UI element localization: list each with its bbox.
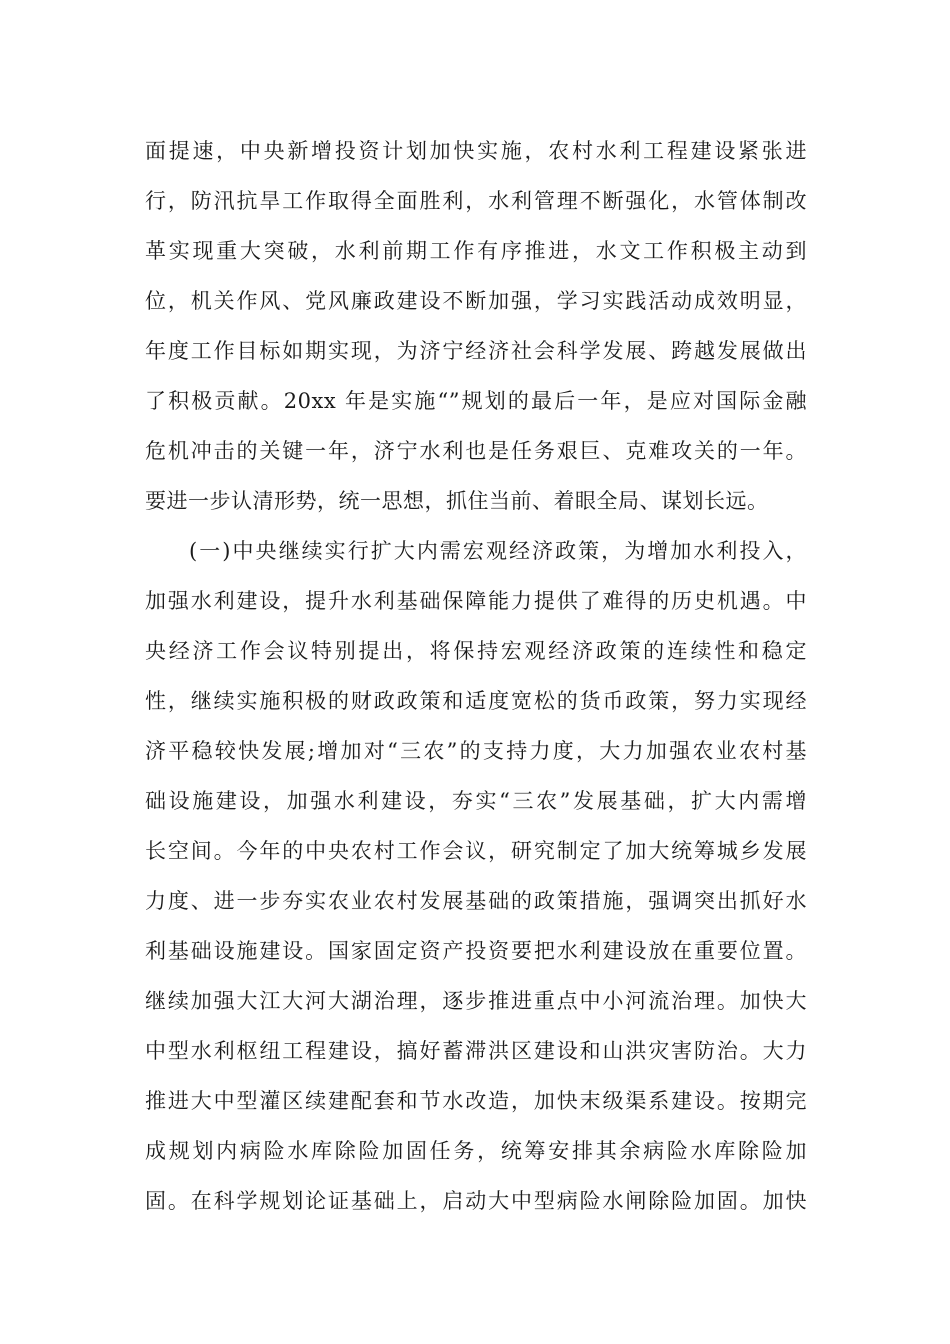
text-line: 加强水利建设，提升水利基础保障能力提供了难得的历史机遇。中 bbox=[145, 589, 807, 613]
text-line: 成规划内病险水库除险加固任务，统筹安排其余病险水库除险加 bbox=[145, 1139, 807, 1163]
paragraph-heading-line: (一)中央继续实行扩大内需宏观经济政策，为增加水利投入， bbox=[189, 539, 807, 563]
text-line: 央经济工作会议特别提出，将保持宏观经济政策的连续性和稳定 bbox=[145, 639, 807, 663]
text-line: 行，防汛抗旱工作取得全面胜利，水利管理不断强化，水管体制改 bbox=[145, 189, 807, 213]
text-line: 推进大中型灌区续建配套和节水改造，加快末级渠系建设。按期完 bbox=[145, 1089, 807, 1113]
text-line: 要进一步认清形势，统一思想，抓住当前、着眼全局、谋划长远。 bbox=[145, 489, 769, 513]
text-line: 固。在科学规划论证基础上，启动大中型病险水闸除险加固。加快 bbox=[145, 1189, 807, 1213]
text-line: 年度工作目标如期实现，为济宁经济社会科学发展、跨越发展做出 bbox=[145, 339, 807, 363]
text-line: 利基础设施建设。国家固定资产投资要把水利建设放在重要位置。 bbox=[145, 939, 807, 963]
text-line: 性，继续实施积极的财政政策和适度宽松的货币政策，努力实现经 bbox=[145, 689, 807, 713]
text-line: 了积极贡献。20xx 年是实施“”规划的最后一年，是应对国际金融 bbox=[145, 389, 807, 413]
text-line: 中型水利枢纽工程建设，搞好蓄滞洪区建设和山洪灾害防治。大力 bbox=[145, 1039, 807, 1063]
text-line: 面提速，中央新增投资计划加快实施，农村水利工程建设紧张进 bbox=[145, 139, 807, 163]
text-line: 危机冲击的关键一年，济宁水利也是任务艰巨、克难攻关的一年。 bbox=[145, 439, 807, 463]
text-line: 济平稳较快发展;增加对“三农”的支持力度，大力加强农业农村基 bbox=[145, 739, 807, 763]
text-line: 长空间。今年的中央农村工作会议，研究制定了加大统筹城乡发展 bbox=[145, 839, 807, 863]
text-line: 革实现重大突破，水利前期工作有序推进，水文工作积极主动到 bbox=[145, 239, 807, 263]
text-line: 力度、进一步夯实农业农村发展基础的政策措施，强调突出抓好水 bbox=[145, 889, 807, 913]
text-line: 位，机关作风、党风廉政建设不断加强，学习实践活动成效明显， bbox=[145, 289, 807, 313]
text-line: 继续加强大江大河大湖治理，逐步推进重点中小河流治理。加快大 bbox=[145, 989, 807, 1013]
text-line: 础设施建设，加强水利建设，夯实“三农”发展基础，扩大内需增 bbox=[145, 789, 807, 813]
